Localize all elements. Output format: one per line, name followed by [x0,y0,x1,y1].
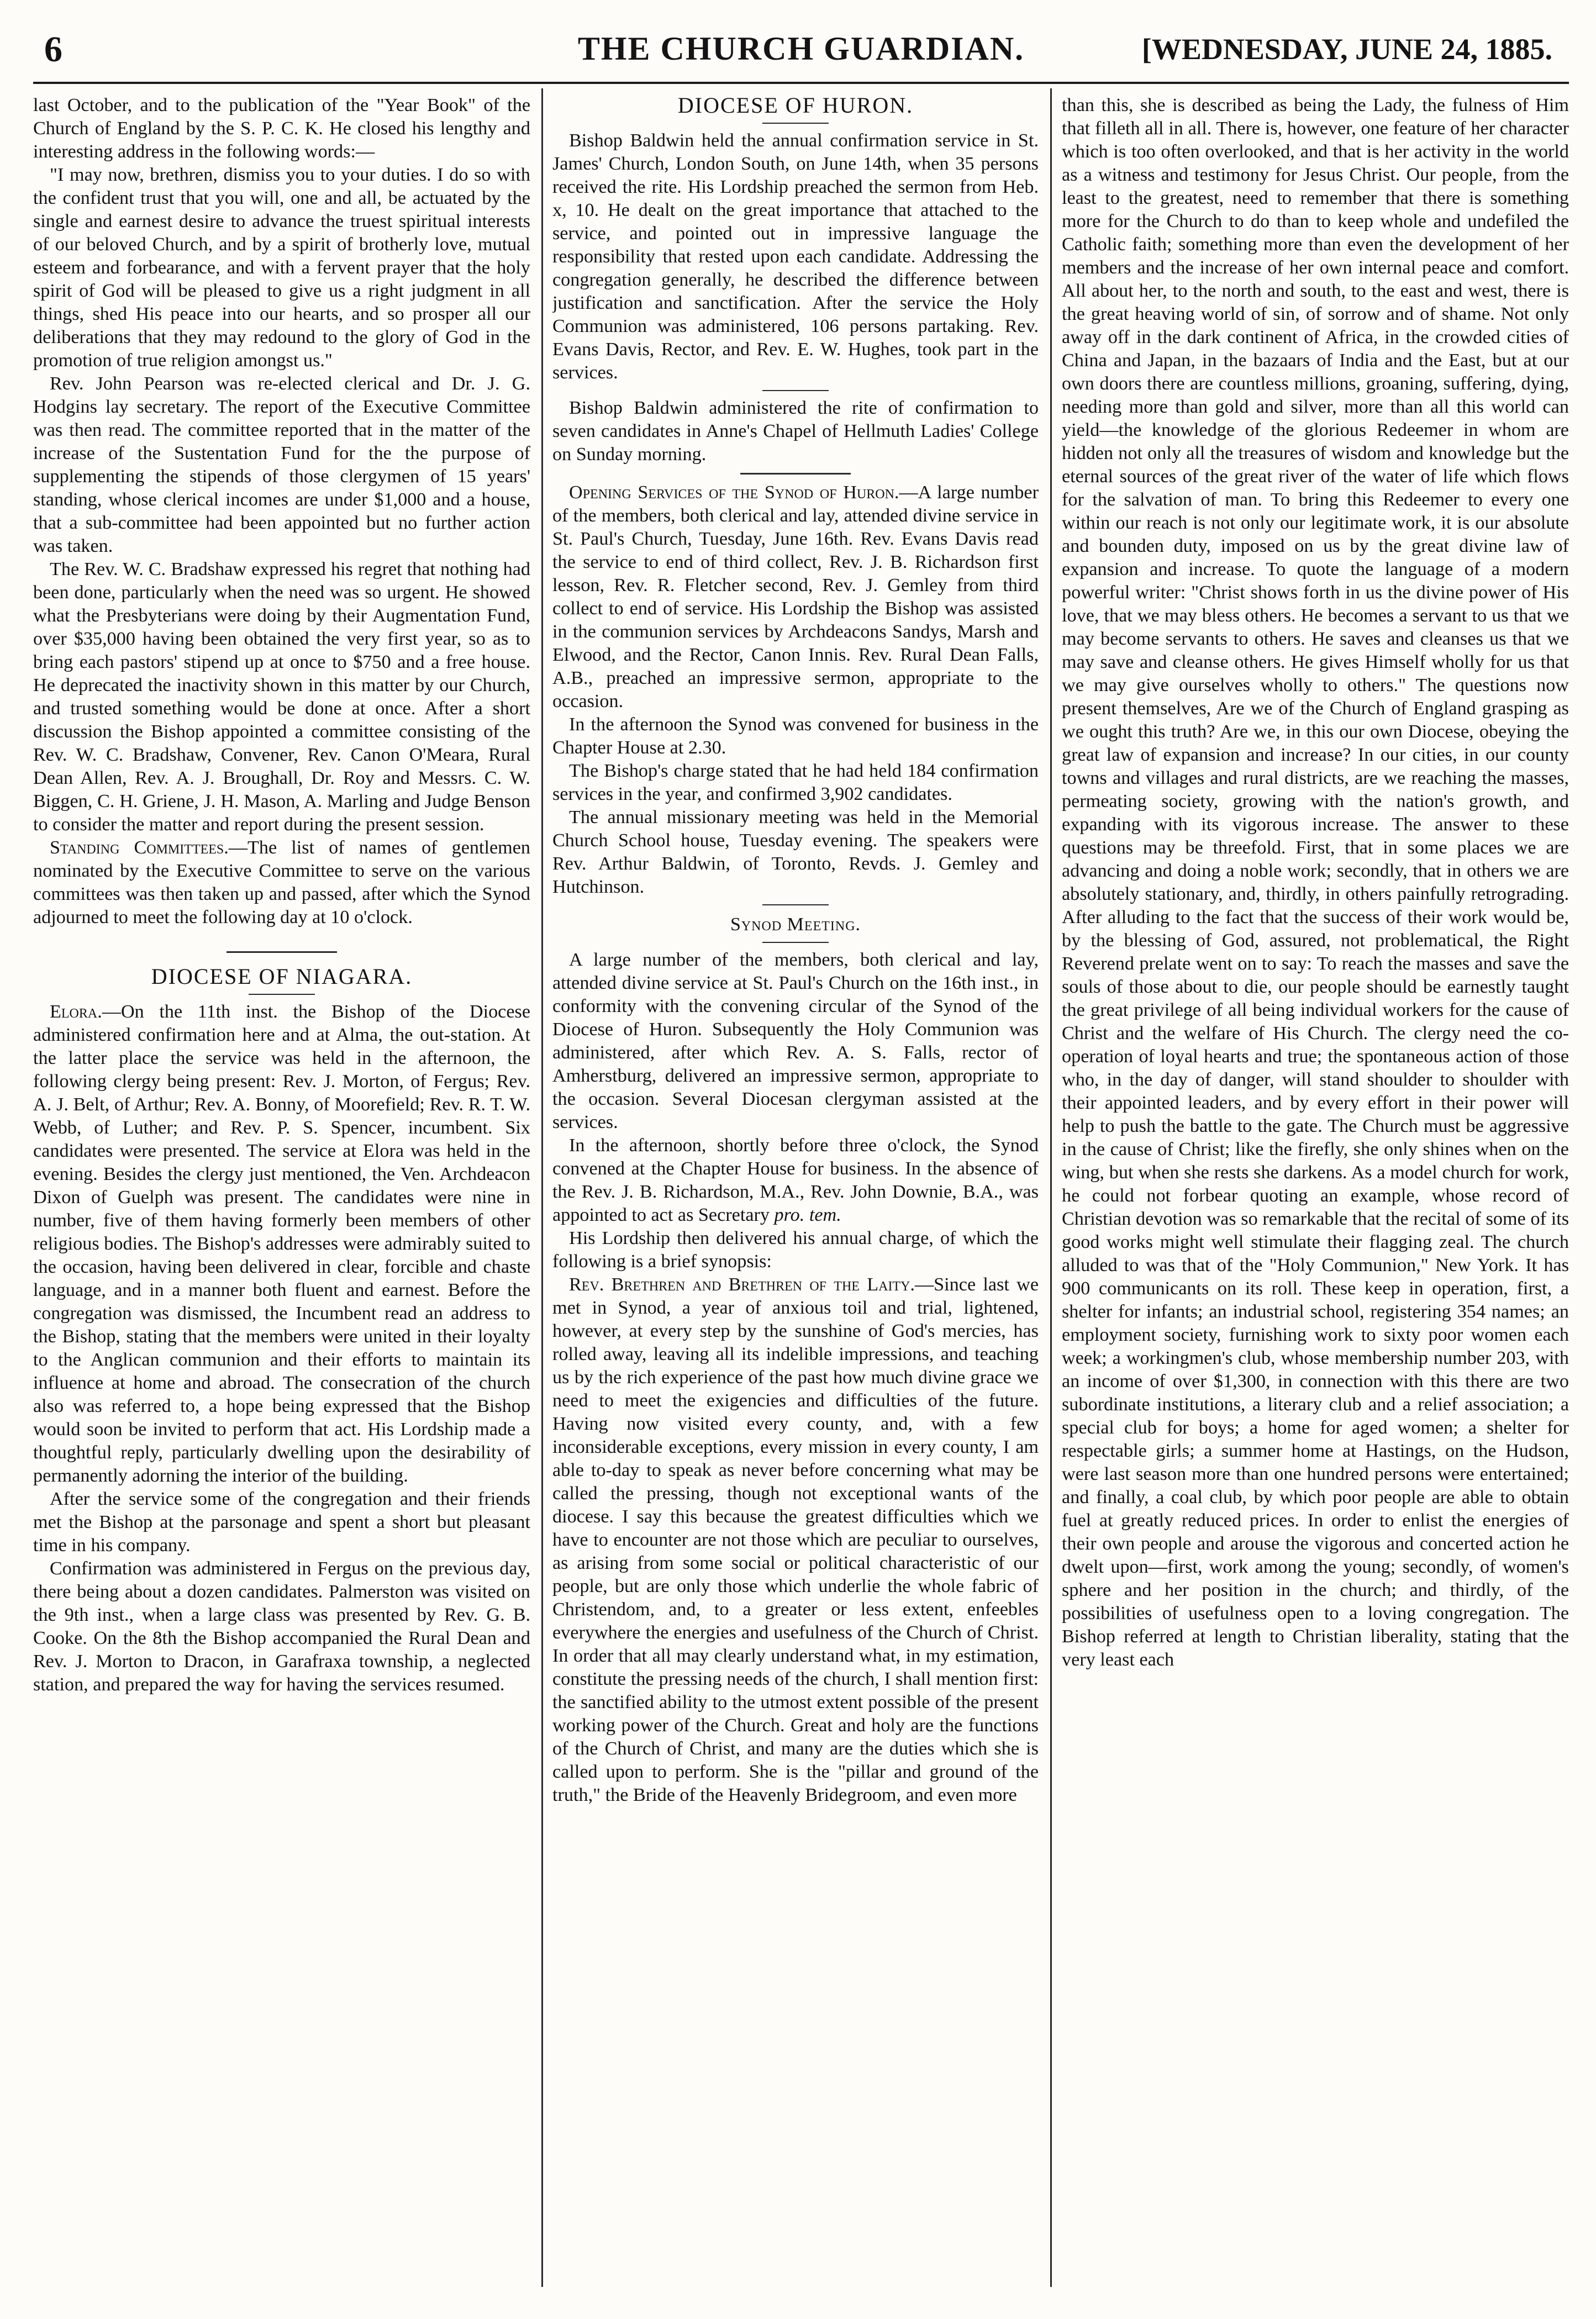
paragraph: The Rev. W. C. Bradshaw expressed his regret that nothing had been done, particularly when the need was so urgent. He showed what the Presbyterians were doing by their Augmentation Fund, over $35,000 having been obtained the very first year, so as to bring each pastors' stipend up at once to $750 and a free house. He deprecated the inactivity shown in this matter by our Church, and trusted something would be done at once. After a short discussion the Bishop appointed a committee consisting of the Rev. W. C. Bradshaw, Convener, Rev. Canon O'Meara, Rural Dean Allen, Rev. A. J. Broughall, Dr. Roy and Messrs. C. W. Biggen, C. H. Griene, J. H. Mason, A. Marling and Judge Benson to consider the matter and report during the present session. [33,559,530,835]
section-rule [249,994,315,995]
masthead-rule [33,82,1569,84]
paragraph: Rev. John Pearson was re-elected clerical and Dr. J. G. Hodgins lay secretary. The report of the Executive Committee was then read. The committee reported that in the matter of the increase of the Sustentation Fund for the the purpose of supplementing the stipends of those clergymen of 15 years' standing, whose clerical incomes are under $1,000 and a house, that a sub-committee had been appointed but no further action was taken. [33,373,530,556]
paragraph-lead: Standing Committees. [50,837,229,858]
masthead [33,22,1569,83]
newspaper-title: THE CHURCH GUARDIAN. [577,30,1025,67]
paragraph-lead: Rev. Brethren and Brethren of the Laity. [569,1274,915,1295]
paragraph-lead: Elora. [50,1002,102,1022]
paragraph: Confirmation was administered in Fergus on the previous day, there being about a dozen candidates. Palmerston was visited on the 9th inst., when a large class was presented by Rev. G. B. Cooke. On the 8th the Bishop accompanied the Rural Dean and Rev. J. Morton to Dracon, in Garafraxa township, a neglected station, and prepared the way for having the services resumed. [33,1558,530,1695]
quote-paragraph: "I may now, brethren, dismiss you to your duties. I do so with the confident trust that you will, one and all, be actuated by the single and earnest desire to advance the truest spiritual interests of our beloved Church, and by a spirit of brotherly love, mutual esteem and forbearance, and with a fervent prayer that the holy spirit of God will be pleased to give us a right judgment in all things, shed His peace into our hearts, and so prosper all our deliberations that they may redound to the glory of God in the promotion of true religion amongst us." [33,165,530,371]
paragraph-text: In the afternoon, shortly before three o'clock, the Synod convened at the Chapter House for business. In the absence of the Rev. J. B. Richardson, M.A., Rev. John Downie, B.A., was appointed to act as Secretary [552,1135,1039,1225]
section-rule [227,951,337,953]
column-1 [33,94,530,2281]
paragraph: than this, she is described as being the Lady, the fulness of Him that filleth all in all. There is, however, one feature of her character which is too often overlooked, and that is her activity in the world as a witness and testimony for Jesus Christ. Our people, from the least to the greatest, need to remember that there is something more for the Church to do than to keep whole and undefiled the Catholic faith; something more than even the development of her members and the increase of her own internal peace and comfort. All about her, to the north and south, to the east and west, there is the great heaving world of sin, of sorrow and of shame. Not only away off in the dark continent of Africa, in the crowded cities of China and Japan, in the bazaars of India and the East, but at our own doors there are countless millions, groaning, suffering, dying, needing more than gold and silver, more than all this world can yield—the knowledge of the glorious Redeemer in whom are hidden not only all the treasures of wisdom and knowledge but the eternal sources of the great river of the water of life which flows for the salvation of man. To bring this Redeemer to every one within our reach is not only our legitimate work, it is our absolute and bounden duty, imposed on us by the great divine law of expansion and increase. To quote the language of a modern powerful writer: "Christ shows forth in us the divine power of His love, that we may bless others. He becomes a servant to us that we may become servants to others. He saves and cleanses us that we may save and cleanse others. He gives Himself wholly for us that we may give ourselves wholly to others." The questions now present themselves, Are we of the Church of England grasping as we ought this truth? Are we, in this our own Diocese, obeying the great law of expansion and increase? In our cities, in our county towns and villages and rural districts, are we reaching the masses, permeating society, growing with the nation's growth, and expanding with its vigorous increase. The answer to these questions may be threefold. First, that in some places we are advancing and doing a noble work; secondly, that in others we are absolutely stationary, and, thirdly, in others painfully retrograding. After alluding to the fact that the success of their work would be, by the blessing of God, assured, not problematical, the Right Reverend prelate went on to say: To reach the masses and save the souls of those about to die, our people should be earnestly taught the great privilege of all being individual workers for the cause of Christ and the welfare of His Church. The clergy need the co-operation of loyal hearts and true; the spontaneous action of those who, in the day of danger, will stand shoulder to shoulder with their appointed leaders, and by every effort in their power will help to push the battle to the gate. The Church must be aggressive in the cause of Christ; like the firefly, she only shines when on the wing, but when she rests she darkens. As a model church for work, he could not forbear quoting an example, whose record of Christian devotion was so remarkable that the recital of some of its good works might well stimulate their flagging zeal. The church alluded to was that of the "Holy Communion," New York. It has 900 communicants on its roll. These keep in operation, first, a shelter for infants; an industrial school, registering 354 names; an employment society, furnishing work to sixty poor women each week; a workingmen's club, whose membership number 203, with an income of over $1,300, in connection with this there are two subordinate institutions, a literary club and a relief association; a special club for boys; a home for aged women; a shelter for respectable girls; a summer home at Hastings, on the Hudson, were last season more than one hundred persons were entertained; and finally, a coal club, by which poor people are able to obtain fuel at greatly reduced prices. In order to enlist the energies of their own people and arouse the vigorous and concerted action he dwelt upon—first, work among the young; secondly, of women's sphere and her position in the church; and thirdly, of the possibilities of usefulness open to a loving congregation. The Bishop referred at length to Christian liberality, stating that the very least each [1062,95,1569,1670]
paragraph [552,1273,1039,1807]
paragraph-lead: Opening Services of the Synod of Huron. [569,482,899,503]
paragraph [552,481,1039,713]
paragraph [33,836,530,929]
section-rule [762,123,829,124]
column-divider [1050,88,1052,2287]
section-rule [762,942,829,943]
section-heading-huron: DIOCESE OF HURON. [677,94,914,118]
column-2 [552,94,1039,2281]
paragraph: After the service some of the congregation and their friends met the Bishop at the parsonage and spent a short but pleasant time in his company. [33,1489,530,1556]
section-rule [740,473,851,475]
paragraph-text: —A large number of the members, both clerical and lay, attended divine service in St. Paul's Church, Tuesday, June 16th. Rev. Evans Davis read the service to end of third collect, Rev. J. B. Richardson first lesson, Rev. R. Fletcher second, Rev. J. Gemley from third collect to end of service. His Lordship the Bishop was assisted in the communion services by Archdeacons Sandys, Marsh and Elwood, and the Rector, Canon Innis. Rev. Rural Dean Falls, A.B., preached an impressive sermon, appropriate to the occasion. [552,482,1039,711]
section-heading-niagara: DIOCESE OF NIAGARA. [151,964,413,989]
issue-date: [WEDNESDAY, JUNE 24, 1885. [1141,33,1552,66]
paragraph: Bishop Baldwin administered the rite of confirmation to seven candidates in Anne's Chapel of Hellmuth Ladies' College on Sunday morning. [552,398,1039,465]
column-3 [1062,94,1569,2281]
paragraph: Bishop Baldwin held the annual confirmation service in St. James' Church, London South, on June 14th, when 35 persons received the rite. His Lordship preached the sermon from Heb. x, 10. He dealt on the great importance that attached to the service, and pointed out in impressive language the responsibility that rested upon each candidate. Addressing the congregation generally, he described the difference between justification and sanctification. After the service the Holy Communion was administered, 106 persons partaking. Rev. Evans Davis, Rector, and Rev. E. W. Hughes, took part in the services. [552,130,1039,383]
paragraph: The annual missionary meeting was held in the Memorial Church School house, Tuesday evening. The speakers were Rev. Arthur Baldwin, of Toronto, Revds. J. Gemley and Hutchinson. [552,807,1039,897]
italic-text: pro. tem. [774,1205,841,1225]
paragraph [33,1000,530,1488]
section-rule [762,390,829,391]
paragraph: In the afternoon the Synod was convened for business in the Chapter House at 2.30. [552,714,1039,758]
subheading-synod-meeting: Synod Meeting. [730,914,861,935]
page-number: 6 [44,29,62,70]
paragraph-text: —The list of names of gentlemen nominated by the Executive Committee to serve on the various committees was then taken up and passed, after which the Synod adjourned to meet the following day at 10 o'clock. [33,837,530,927]
paragraph: last October, and to the publication of the "Year Book" of the Church of England by the S. P. C. K. He closed his lengthy and interesting address in the following words:— [33,95,530,162]
newspaper-page [33,22,1569,2298]
column-divider [541,88,543,2287]
paragraph-text: —Since last we met in Synod, a year of anxious toil and trial, lightened, however, at every step by the sunshine of God's mercies, has rolled away, leaving all its indelible impressions, and teaching us by the rich experience of the past how much divine grace we need to meet the exigencies and difficulties of the future. Having now visited every county, and, with a few inconsiderable exceptions, every mission in every county, I am able to-day to speak as never before concerning what may be called the pressing, though not exceptional wants of the diocese. I say this because the greatest difficulties which we have to encounter are not those which are peculiar to ourselves, as arising from some social or political characteristic of our people, but are only those which underlie the whole fabric of Christendom, and, to a greater or less extent, enfeebles everywhere the energies and usefulness of the Church of Christ. In order that all may clearly understand what, in my estimation, constitute the pressing needs of the church, I shall mention first: the sanctified ability to the utmost extent possible of the present working power of the Church. Great and holy are the functions of the Church of Christ, and many are the duties which she is called upon to perform. She is the "pillar and ground of the truth," the Bride of the Heavenly Bridegroom, and even more [552,1274,1039,1805]
section-rule [762,904,829,905]
paragraph-text: —On the 11th inst. the Bishop of the Diocese administered confirmation here and at Alma, the out-station. At the latter place the service was held in the afternoon, the following clergy being present: Rev. J. Morton, of Fergus; Rev. A. J. Belt, of Arthur; Rev. A. Bonny, of Moorefield; Rev. R. T. W. Webb, of Luther; and Rev. P. S. Spencer, incumbent. Six candidates were presented. The service at Elora was held in the evening. Besides the clergy just mentioned, the Ven. Archdeacon Dixon of Guelph was present. The candidates were nine in number, five of them having formerly been members of other religious bodies. The Bishop's addresses were admirably suited to the occasion, having been delivered in clear, forcible and chaste language, and in a manner both fluent and earnest. Before the congregation was dismissed, the Incumbent read an address to the Bishop, stating that the members were united in their loyalty to the Anglican communion and their efforts to maintain its influence at home and abroad. The consecration of the church also was referred to, a hope being expressed that the Bishop would soon be invited to perform that act. His Lordship made a thoughtful reply, particularly dwelling upon the desirability of permanently adorning the interior of the building. [33,1002,530,1486]
paragraph: A large number of the members, both clerical and lay, attended divine service at St. Paul's Church on the 16th inst., in conformity with the convening circular of the Synod of the Diocese of Huron. Subsequently the Holy Communion was administered, after which Rev. A. S. Falls, rector of Amherstburg, delivered an impressive sermon, appropriate to the occasion. Several Diocesan clergyman assisted at the services. [552,950,1039,1132]
paragraph [552,1134,1039,1227]
paragraph: His Lordship then delivered his annual charge, of which the following is a brief synopsis: [552,1228,1039,1272]
paragraph: The Bishop's charge stated that he had held 184 confirmation services in the year, and confirmed 3,902 candidates. [552,761,1039,804]
